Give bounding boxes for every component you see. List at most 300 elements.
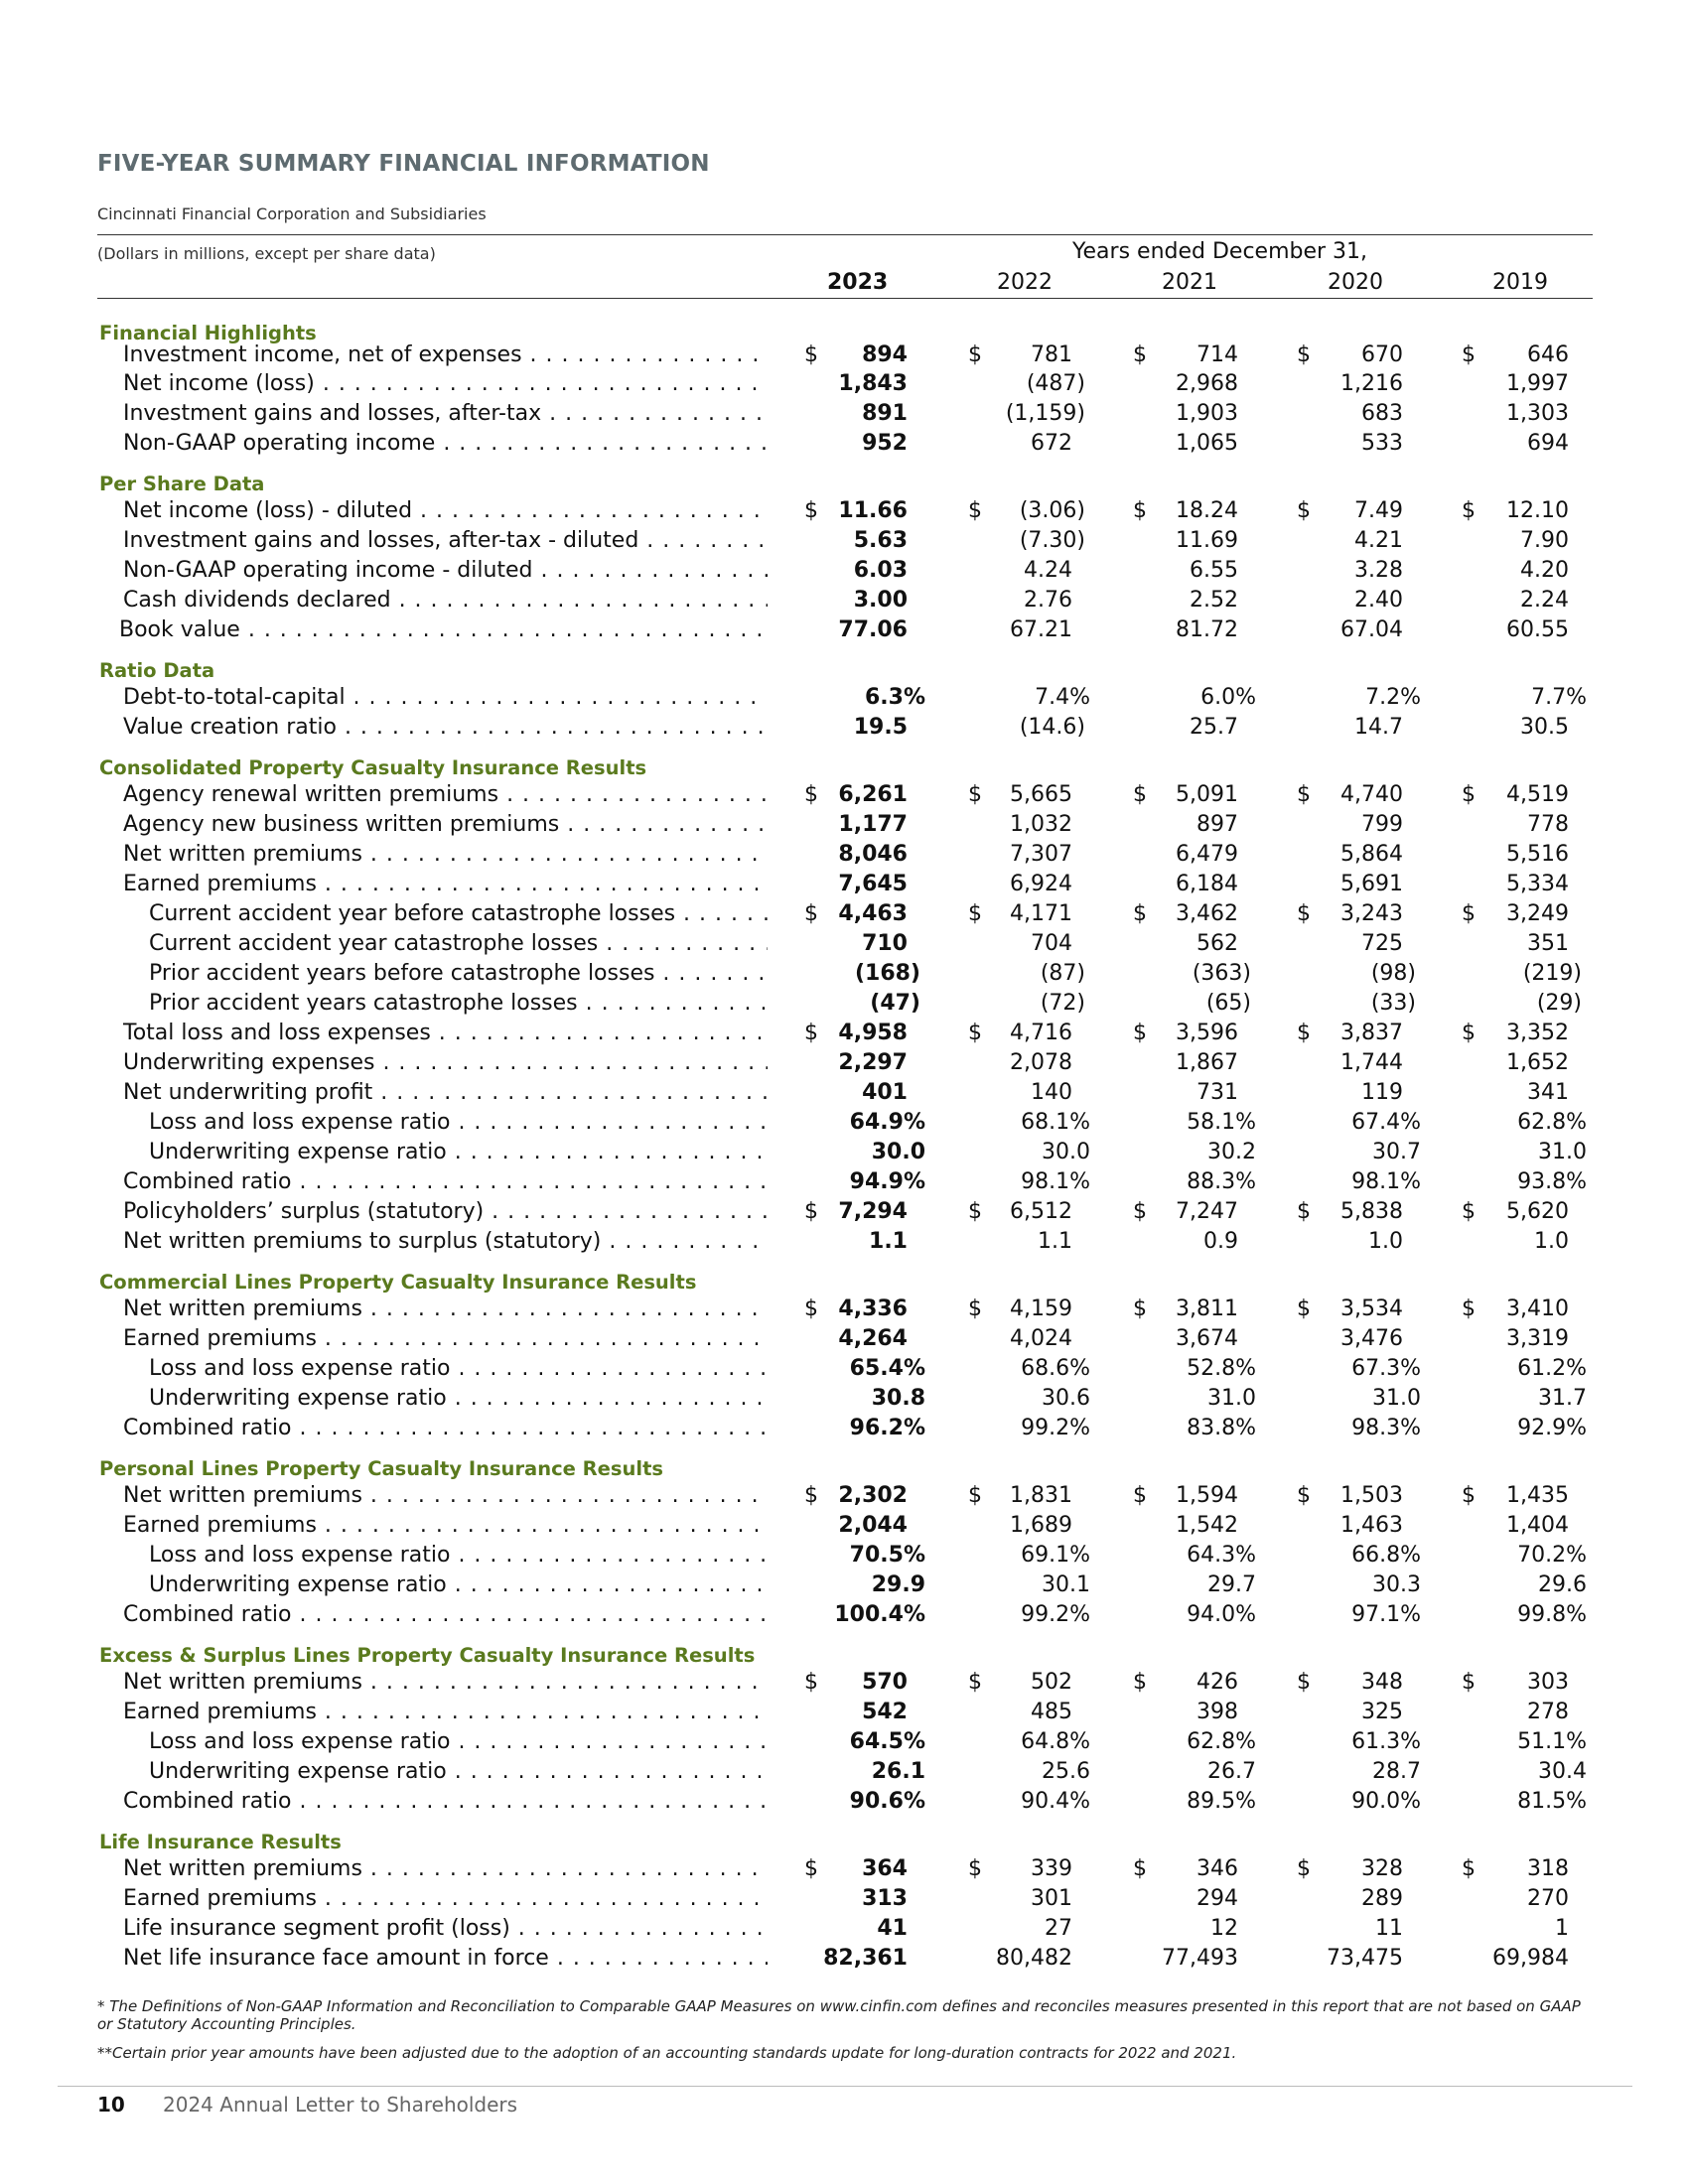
table-cell: 98.1% <box>1351 1169 1421 1194</box>
table-cell: 12 <box>1210 1916 1238 1941</box>
table-row <box>0 685 1688 715</box>
currency-sign: $ <box>968 901 982 926</box>
currency-sign: $ <box>1297 1670 1311 1695</box>
table-cell: 5,334 <box>1506 872 1569 896</box>
row-label: Earned premiums . . . <box>123 1886 768 1916</box>
table-row <box>0 931 1688 961</box>
table-cell: (65) <box>1205 991 1251 1016</box>
table-cell: 82,361 <box>823 1946 908 1971</box>
table-cell: 672 <box>1031 431 1072 456</box>
table-cell: 64.3% <box>1187 1543 1256 1568</box>
table-cell: 31.0 <box>1538 1140 1587 1164</box>
table-cell: 799 <box>1361 812 1403 837</box>
table-cell: 94.9% <box>849 1169 925 1194</box>
table-cell: 398 <box>1196 1700 1238 1724</box>
table-row <box>0 588 1688 617</box>
row-label: Prior accident years catastrophe losses . . . <box>149 991 768 1021</box>
table-row <box>0 901 1688 931</box>
table-cell: 6,479 <box>1176 842 1238 867</box>
table-cell: 570 <box>862 1670 908 1695</box>
table-cell: 61.2% <box>1517 1356 1587 1381</box>
table-cell: 30.0 <box>871 1140 925 1164</box>
table-cell: 26.7 <box>1207 1759 1256 1784</box>
table-cell: 11 <box>1375 1916 1403 1941</box>
table-cell: 30.1 <box>1042 1572 1090 1597</box>
table-cell: 1.0 <box>1368 1229 1403 1254</box>
currency-sign: $ <box>804 1297 818 1321</box>
table-cell: 3,410 <box>1506 1297 1569 1321</box>
page-number: 10 <box>97 2093 125 2116</box>
currency-sign: $ <box>968 1856 982 1881</box>
table-cell: 3,243 <box>1340 901 1403 926</box>
section-header <box>0 655 1688 685</box>
table-cell: 28.7 <box>1372 1759 1421 1784</box>
table-cell: 426 <box>1196 1670 1238 1695</box>
row-label: Net written premiums to surplus (statutory) . . . <box>123 1229 768 1259</box>
table-row <box>0 431 1688 461</box>
year-header: 2020 <box>1328 270 1383 295</box>
row-label: Net income (loss) . . . <box>123 371 768 401</box>
table-row <box>0 1050 1688 1080</box>
table-cell: 30.8 <box>871 1386 925 1411</box>
table-cell: 99.2% <box>1021 1602 1090 1627</box>
table-cell: 646 <box>1527 342 1569 367</box>
table-row <box>0 1021 1688 1050</box>
currency-sign: $ <box>804 1483 818 1508</box>
table-cell: 1,831 <box>1010 1483 1072 1508</box>
footnote: **Certain prior year amounts have been adjusted due to the adoption of an accounting standards update for long-duration contracts for 2022 and 2021. <box>97 2044 1237 2062</box>
units-note: (Dollars in millions, except per share data) <box>97 244 436 263</box>
table-cell: 73,475 <box>1327 1946 1403 1971</box>
table-cell: 401 <box>862 1080 908 1105</box>
currency-sign: $ <box>804 1670 818 1695</box>
table-row <box>0 1789 1688 1819</box>
currency-sign: $ <box>1297 1856 1311 1881</box>
row-label: Net written premiums . . . <box>123 1483 768 1513</box>
currency-sign: $ <box>968 1670 982 1695</box>
table-cell: 18.24 <box>1176 498 1238 523</box>
row-label: Net written premiums . . . <box>123 842 768 872</box>
table-cell: 1.1 <box>869 1229 908 1254</box>
table-cell: 5,516 <box>1506 842 1569 867</box>
table-cell: (3.06) <box>1019 498 1085 523</box>
table-cell: 2.24 <box>1520 588 1569 613</box>
table-cell: 12.10 <box>1506 498 1569 523</box>
currency-sign: $ <box>1133 1670 1147 1695</box>
currency-sign: $ <box>968 782 982 807</box>
year-header: 2022 <box>997 270 1053 295</box>
row-label: Book value . . . <box>119 617 768 647</box>
currency-sign: $ <box>1462 1856 1476 1881</box>
currency-sign: $ <box>1462 1483 1476 1508</box>
table-row <box>0 1856 1688 1886</box>
table-cell: 8,046 <box>838 842 908 867</box>
table-cell: 30.4 <box>1538 1759 1587 1784</box>
table-cell: 64.9% <box>849 1110 925 1135</box>
table-cell: 77,493 <box>1162 1946 1238 1971</box>
publication-title: 2024 Annual Letter to Shareholders <box>163 2093 518 2116</box>
table-cell: 1,303 <box>1506 401 1569 426</box>
table-cell: 6.0% <box>1200 685 1256 710</box>
table-cell: 11.66 <box>838 498 908 523</box>
table-cell: 5,620 <box>1506 1199 1569 1224</box>
row-label: Combined ratio . . . <box>123 1416 768 1445</box>
table-cell: 0.9 <box>1203 1229 1238 1254</box>
table-cell: 710 <box>862 931 908 956</box>
row-label: Combined ratio . . . <box>123 1169 768 1199</box>
table-cell: 30.5 <box>1520 715 1569 740</box>
row-label: Value creation ratio . . . <box>123 715 768 745</box>
table-cell: 11.69 <box>1176 528 1238 553</box>
currency-sign: $ <box>1133 342 1147 367</box>
table-cell: 3,249 <box>1506 901 1569 926</box>
table-cell: (98) <box>1370 961 1416 986</box>
currency-sign: $ <box>1133 1199 1147 1224</box>
year-header: 2019 <box>1492 270 1548 295</box>
table-cell: 7.2% <box>1365 685 1421 710</box>
table-cell: 2.76 <box>1024 588 1072 613</box>
row-label: Current accident year before catastrophe losses . . . <box>149 901 768 931</box>
section-title: Financial Highlights <box>99 322 317 344</box>
year-header: 2023 <box>827 270 889 295</box>
currency-sign: $ <box>1297 1483 1311 1508</box>
table-cell: 318 <box>1527 1856 1569 1881</box>
table-row <box>0 371 1688 401</box>
table-cell: 4.21 <box>1354 528 1403 553</box>
table-cell: 1,177 <box>838 812 908 837</box>
table-cell: (487) <box>1026 371 1085 396</box>
table-cell: 1,997 <box>1506 371 1569 396</box>
table-cell: 6,184 <box>1176 872 1238 896</box>
section-header <box>0 1453 1688 1483</box>
table-cell: 1,744 <box>1340 1050 1403 1075</box>
table-cell: 5.63 <box>853 528 908 553</box>
currency-sign: $ <box>1297 498 1311 523</box>
table-cell: 341 <box>1527 1080 1569 1105</box>
table-cell: 778 <box>1527 812 1569 837</box>
table-cell: 294 <box>1196 1886 1238 1911</box>
table-cell: 533 <box>1361 431 1403 456</box>
row-label: Underwriting expenses . . . <box>123 1050 768 1080</box>
currency-sign: $ <box>1462 1199 1476 1224</box>
row-label: Loss and loss expense ratio . . . <box>149 1729 768 1759</box>
table-cell: 7.90 <box>1520 528 1569 553</box>
table-cell: 1,503 <box>1340 1483 1403 1508</box>
table-cell: 562 <box>1196 931 1238 956</box>
currency-sign: $ <box>968 1297 982 1321</box>
table-cell: 4,171 <box>1010 901 1072 926</box>
table-row <box>0 1886 1688 1916</box>
table-cell: 3.00 <box>853 588 908 613</box>
table-cell: 30.2 <box>1207 1140 1256 1164</box>
table-cell: 80,482 <box>996 1946 1072 1971</box>
table-cell: 4,159 <box>1010 1297 1072 1321</box>
table-cell: 348 <box>1361 1670 1403 1695</box>
table-cell: 41 <box>877 1916 908 1941</box>
currency-sign: $ <box>1133 1483 1147 1508</box>
table-cell: 278 <box>1527 1700 1569 1724</box>
currency-sign: $ <box>968 498 982 523</box>
row-label: Underwriting expense ratio . . . <box>149 1140 768 1169</box>
table-cell: 303 <box>1527 1670 1569 1695</box>
table-cell: 4,024 <box>1010 1326 1072 1351</box>
row-label: Earned premiums . . . <box>123 1700 768 1729</box>
currency-sign: $ <box>804 1199 818 1224</box>
company-name: Cincinnati Financial Corporation and Subsidiaries <box>97 205 487 223</box>
row-label: Investment gains and losses, after-tax . . . <box>123 401 768 431</box>
table-cell: (363) <box>1192 961 1251 986</box>
row-label: Underwriting expense ratio . . . <box>149 1572 768 1602</box>
table-cell: 4,958 <box>838 1021 908 1045</box>
currency-sign: $ <box>968 342 982 367</box>
table-row <box>0 1229 1688 1259</box>
currency-sign: $ <box>968 1021 982 1045</box>
table-row <box>0 1572 1688 1602</box>
table-row <box>0 1729 1688 1759</box>
table-cell: 77.06 <box>838 617 908 642</box>
table-cell: 1,435 <box>1506 1483 1569 1508</box>
table-cell: (168) <box>854 961 920 986</box>
period-label: Years ended December 31, <box>1072 239 1368 264</box>
table-row <box>0 1916 1688 1946</box>
table-cell: 4,519 <box>1506 782 1569 807</box>
row-label: Debt-to-total-capital . . . <box>123 685 768 715</box>
table-row <box>0 1670 1688 1700</box>
table-cell: (87) <box>1040 961 1085 986</box>
table-cell: (1,159) <box>1005 401 1085 426</box>
table-row <box>0 991 1688 1021</box>
table-cell: 2,044 <box>838 1513 908 1538</box>
table-row <box>0 812 1688 842</box>
table-cell: 5,838 <box>1340 1199 1403 1224</box>
table-cell: (7.30) <box>1019 528 1085 553</box>
table-cell: 7.4% <box>1035 685 1090 710</box>
table-row <box>0 961 1688 991</box>
table-cell: (33) <box>1370 991 1416 1016</box>
table-cell: 7,307 <box>1010 842 1072 867</box>
table-row <box>0 342 1688 372</box>
table-row <box>0 558 1688 588</box>
table-cell: 2,968 <box>1176 371 1238 396</box>
table-row <box>0 528 1688 558</box>
table-cell: 3,352 <box>1506 1021 1569 1045</box>
currency-sign: $ <box>1133 498 1147 523</box>
table-row <box>0 1759 1688 1789</box>
table-row <box>0 401 1688 431</box>
table-cell: 64.5% <box>849 1729 925 1754</box>
currency-sign: $ <box>1133 901 1147 926</box>
table-row <box>0 872 1688 901</box>
table-cell: 19.5 <box>853 715 908 740</box>
table-cell: 4,264 <box>838 1326 908 1351</box>
table-cell: 5,691 <box>1340 872 1403 896</box>
table-cell: 897 <box>1196 812 1238 837</box>
table-cell: 100.4% <box>834 1602 925 1627</box>
table-cell: 69,984 <box>1492 1946 1569 1971</box>
currency-sign: $ <box>1297 342 1311 367</box>
row-label: Underwriting expense ratio . . . <box>149 1759 768 1789</box>
table-cell: 4,740 <box>1340 782 1403 807</box>
table-cell: 3,837 <box>1340 1021 1403 1045</box>
table-cell: 4.24 <box>1024 558 1072 583</box>
table-cell: 5,091 <box>1176 782 1238 807</box>
row-label: Investment gains and losses, after-tax - diluted . . . <box>123 528 768 558</box>
row-label: Net written premiums . . . <box>123 1297 768 1326</box>
table-cell: (29) <box>1536 991 1582 1016</box>
table-cell: 351 <box>1527 931 1569 956</box>
row-label: Net life insurance face amount in force . . . <box>123 1946 768 1976</box>
currency-sign: $ <box>1462 1297 1476 1321</box>
table-row <box>0 1169 1688 1199</box>
table-cell: 270 <box>1527 1886 1569 1911</box>
table-cell: 1,843 <box>838 371 908 396</box>
row-label: Current accident year catastrophe losses . . . <box>149 931 768 961</box>
row-label: Policyholders’ surplus (statutory) . . . <box>123 1199 768 1229</box>
row-label: Non-GAAP operating income . . . <box>123 431 768 461</box>
table-cell: 67.21 <box>1010 617 1072 642</box>
row-label: Earned premiums . . . <box>123 872 768 901</box>
table-cell: 714 <box>1196 342 1238 367</box>
table-row <box>0 1946 1688 1976</box>
table-cell: 64.8% <box>1021 1729 1090 1754</box>
table-cell: 3,596 <box>1176 1021 1238 1045</box>
table-cell: 670 <box>1361 342 1403 367</box>
section-title: Commercial Lines Property Casualty Insurance Results <box>99 1271 697 1294</box>
table-cell: 29.9 <box>871 1572 925 1597</box>
currency-sign: $ <box>968 1483 982 1508</box>
table-cell: 25.6 <box>1042 1759 1090 1784</box>
table-cell: 29.7 <box>1207 1572 1256 1597</box>
table-cell: 99.2% <box>1021 1416 1090 1440</box>
divider <box>58 2086 1632 2087</box>
currency-sign: $ <box>1133 1856 1147 1881</box>
table-cell: 313 <box>862 1886 908 1911</box>
table-cell: 694 <box>1527 431 1569 456</box>
table-cell: 67.04 <box>1340 617 1403 642</box>
table-cell: 4,463 <box>838 901 908 926</box>
table-cell: (14.6) <box>1019 715 1085 740</box>
currency-sign: $ <box>1462 342 1476 367</box>
table-row <box>0 1140 1688 1169</box>
table-cell: 1,065 <box>1176 431 1238 456</box>
table-cell: 952 <box>862 431 908 456</box>
table-cell: 81.5% <box>1517 1789 1587 1814</box>
table-row <box>0 715 1688 745</box>
table-cell: 1,463 <box>1340 1513 1403 1538</box>
table-cell: 97.1% <box>1351 1602 1421 1627</box>
row-label: Non-GAAP operating income - diluted . . . <box>123 558 768 588</box>
row-label: Combined ratio . . . <box>123 1602 768 1632</box>
currency-sign: $ <box>804 1856 818 1881</box>
table-cell: 29.6 <box>1538 1572 1587 1597</box>
table-row <box>0 1080 1688 1110</box>
table-cell: 1,867 <box>1176 1050 1238 1075</box>
row-label: Earned premiums . . . <box>123 1513 768 1543</box>
year-header: 2021 <box>1162 270 1217 295</box>
table-cell: 364 <box>862 1856 908 1881</box>
table-cell: 25.7 <box>1190 715 1238 740</box>
table-cell: 89.5% <box>1187 1789 1256 1814</box>
table-cell: 1,594 <box>1176 1483 1238 1508</box>
row-label: Net income (loss) - diluted . . . <box>123 498 768 528</box>
row-label: Agency renewal written premiums . . . <box>123 782 768 812</box>
table-cell: 7,645 <box>838 872 908 896</box>
row-label: Underwriting expense ratio . . . <box>149 1386 768 1416</box>
table-cell: 1,216 <box>1340 371 1403 396</box>
table-cell: 30.7 <box>1372 1140 1421 1164</box>
table-row <box>0 1543 1688 1572</box>
table-cell: 725 <box>1361 931 1403 956</box>
table-cell: 27 <box>1045 1916 1072 1941</box>
table-cell: 328 <box>1361 1856 1403 1881</box>
table-cell: 67.3% <box>1351 1356 1421 1381</box>
table-cell: 99.8% <box>1517 1602 1587 1627</box>
table-row <box>0 842 1688 872</box>
section-title: Personal Lines Property Casualty Insurance Results <box>99 1457 664 1480</box>
currency-sign: $ <box>1297 901 1311 926</box>
row-label: Prior accident years before catastrophe losses . . . <box>149 961 768 991</box>
table-cell: 81.72 <box>1176 617 1238 642</box>
currency-sign: $ <box>1297 1021 1311 1045</box>
table-cell: 7,294 <box>838 1199 908 1224</box>
row-label: Cash dividends declared . . . <box>123 588 768 617</box>
table-row <box>0 1356 1688 1386</box>
table-cell: (47) <box>870 991 920 1016</box>
table-cell: 1,404 <box>1506 1513 1569 1538</box>
section-header <box>0 1640 1688 1670</box>
table-cell: 68.1% <box>1021 1110 1090 1135</box>
row-label: Loss and loss expense ratio . . . <box>149 1356 768 1386</box>
table-cell: 30.6 <box>1042 1386 1090 1411</box>
table-cell: 30.0 <box>1042 1140 1090 1164</box>
table-row <box>0 1416 1688 1445</box>
currency-sign: $ <box>1462 901 1476 926</box>
table-row <box>0 1110 1688 1140</box>
table-cell: 90.6% <box>849 1789 925 1814</box>
currency-sign: $ <box>968 1199 982 1224</box>
row-label: Agency new business written premiums . . . <box>123 812 768 842</box>
table-cell: 70.5% <box>849 1543 925 1568</box>
table-cell: 93.8% <box>1517 1169 1587 1194</box>
table-cell: 2.40 <box>1354 588 1403 613</box>
table-cell: 3.28 <box>1354 558 1403 583</box>
table-cell: 6.55 <box>1190 558 1238 583</box>
table-cell: 69.1% <box>1021 1543 1090 1568</box>
table-cell: 3,319 <box>1506 1326 1569 1351</box>
section-header <box>0 1267 1688 1297</box>
row-label: Life insurance segment profit (loss) . . . <box>123 1916 768 1946</box>
currency-sign: $ <box>804 1021 818 1045</box>
section-header <box>0 469 1688 498</box>
table-cell: 3,811 <box>1176 1297 1238 1321</box>
table-cell: 2,078 <box>1010 1050 1072 1075</box>
table-row <box>0 1297 1688 1326</box>
table-cell: 7,247 <box>1176 1199 1238 1224</box>
row-label: Net written premiums . . . <box>123 1670 768 1700</box>
table-cell: 1 <box>1555 1916 1569 1941</box>
table-cell: (219) <box>1522 961 1582 986</box>
section-title: Excess & Surplus Lines Property Casualty Insurance Results <box>99 1644 756 1667</box>
table-cell: 61.3% <box>1351 1729 1421 1754</box>
table-cell: 5,864 <box>1340 842 1403 867</box>
table-cell: 1,689 <box>1010 1513 1072 1538</box>
table-cell: 683 <box>1361 401 1403 426</box>
table-cell: 731 <box>1196 1080 1238 1105</box>
table-cell: 325 <box>1361 1700 1403 1724</box>
table-row <box>0 782 1688 812</box>
table-row <box>0 1602 1688 1632</box>
currency-sign: $ <box>1462 1670 1476 1695</box>
